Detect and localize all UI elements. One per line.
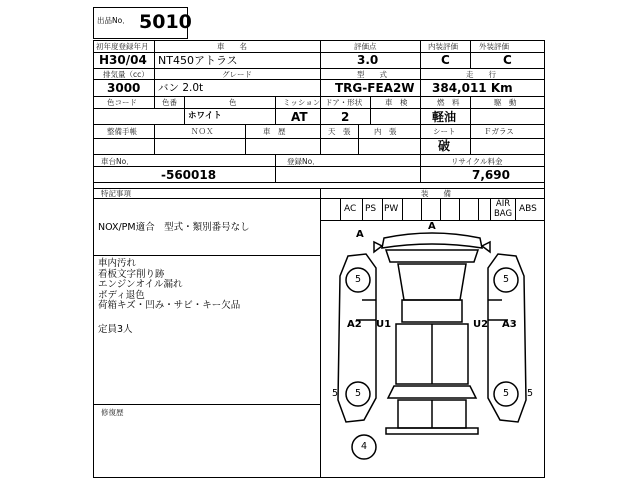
chassis-value: -560018 <box>161 168 217 182</box>
nox-header: ＮＯＸ <box>191 127 214 136</box>
mark-wheel-rl: 5 <box>355 388 362 399</box>
interior-cover-header: 内 張 <box>374 127 397 136</box>
recycle-value: 7,690 <box>472 168 510 182</box>
repair-header: 修復歴 <box>101 408 124 417</box>
mark-spare-tire: 4 <box>361 441 368 452</box>
mark-front-a-center: A <box>428 221 436 232</box>
color-value: ホワイト <box>188 111 222 121</box>
grade-value: バン 2.0t <box>158 82 204 94</box>
interior-header: 内装評価 <box>428 42 458 51</box>
first-reg-header: 初年度登録年月 <box>96 42 149 51</box>
chassis-header: 車台No． <box>101 157 134 166</box>
remarks-header: 特記事項 <box>101 189 131 198</box>
car-name-header: 車 名 <box>217 42 247 51</box>
equip-abs: ABS <box>519 204 537 214</box>
score-header: 評価点 <box>354 42 377 51</box>
mileage-header: 走 行 <box>466 70 496 79</box>
doors-header: ドア・形状 <box>325 98 363 107</box>
remarks-block: 車内汚れ 看板文字削り跡 エンジンオイル漏れ ボディ退色 荷箱キズ・凹み・サビ・キー欠品 <box>98 258 241 311</box>
mark-rear-right-outer: 5 <box>527 388 534 399</box>
equip-ac: AC <box>344 204 357 214</box>
mark-left-u1: U1 <box>376 319 392 330</box>
displacement-value: 3000 <box>107 81 141 95</box>
seat-header: シート <box>433 127 456 136</box>
equip-ps: PS <box>365 204 377 214</box>
car-name-value: NT450アトラス <box>158 54 238 67</box>
fuel-header: 燃 料 <box>437 98 460 107</box>
mark-left-a2: A2 <box>347 319 362 330</box>
mark-wheel-fr: 5 <box>503 274 510 285</box>
equipment-header: 装 備 <box>421 189 451 198</box>
mark-wheel-rr: 5 <box>503 388 510 399</box>
fuel-value: 軽油 <box>432 110 457 124</box>
exterior-value: C <box>503 53 512 67</box>
lot-label: 出品No． <box>97 16 130 25</box>
sunroof-header: 天 張 <box>328 127 351 136</box>
mark-right-u2: U2 <box>473 319 489 330</box>
lot-number: 5010 <box>139 11 192 33</box>
equip-airbag: AIR BAG <box>493 199 513 219</box>
f-glass-header: Ｆガラス <box>484 127 514 136</box>
drive-header: 駆 動 <box>494 98 517 107</box>
first-reg-value: H30/04 <box>99 53 147 67</box>
mission-value: AT <box>291 110 308 124</box>
recycle-header: リサイクル料金 <box>451 157 503 166</box>
mileage-value: 384,011 Km <box>432 81 513 95</box>
equip-pw: PW <box>384 204 399 214</box>
doors-value: 2 <box>341 110 350 124</box>
inspection-header: 車 検 <box>385 98 408 107</box>
remarks-capacity: 定員3人 <box>98 324 133 335</box>
vehicle-diagram <box>338 233 526 459</box>
rear-bumper <box>386 428 478 434</box>
mark-front-a-left: A <box>356 229 364 240</box>
front-bumper <box>382 233 482 248</box>
color-header: 色 <box>229 98 237 107</box>
history-header: 車 歴 <box>263 127 286 136</box>
mark-rear-left-outer: 5 <box>332 388 339 399</box>
grade-header: グレード <box>222 70 252 79</box>
model-header: 型 式 <box>357 70 387 79</box>
remarks-line1: NOX/PM適合 型式・類別番号なし <box>98 222 250 233</box>
mission-header: ミッション <box>283 98 321 107</box>
manual-header: 整備手帳 <box>107 127 137 136</box>
color-code-header: 色コード <box>107 98 137 107</box>
score-value: 3.0 <box>357 53 379 67</box>
model-value: TRG-FEA2W <box>335 81 415 95</box>
mark-right-a3: A3 <box>502 319 517 330</box>
exterior-header: 外装評価 <box>479 42 509 51</box>
color-no-header: 色番 <box>162 98 177 107</box>
seat-value: 破 <box>438 139 451 153</box>
windshield <box>398 264 466 300</box>
mark-wheel-fl: 5 <box>355 274 362 285</box>
displacement-header: 排気量（cc） <box>103 70 149 79</box>
reg-no-header: 登録No． <box>287 157 320 166</box>
interior-value: C <box>441 53 450 67</box>
